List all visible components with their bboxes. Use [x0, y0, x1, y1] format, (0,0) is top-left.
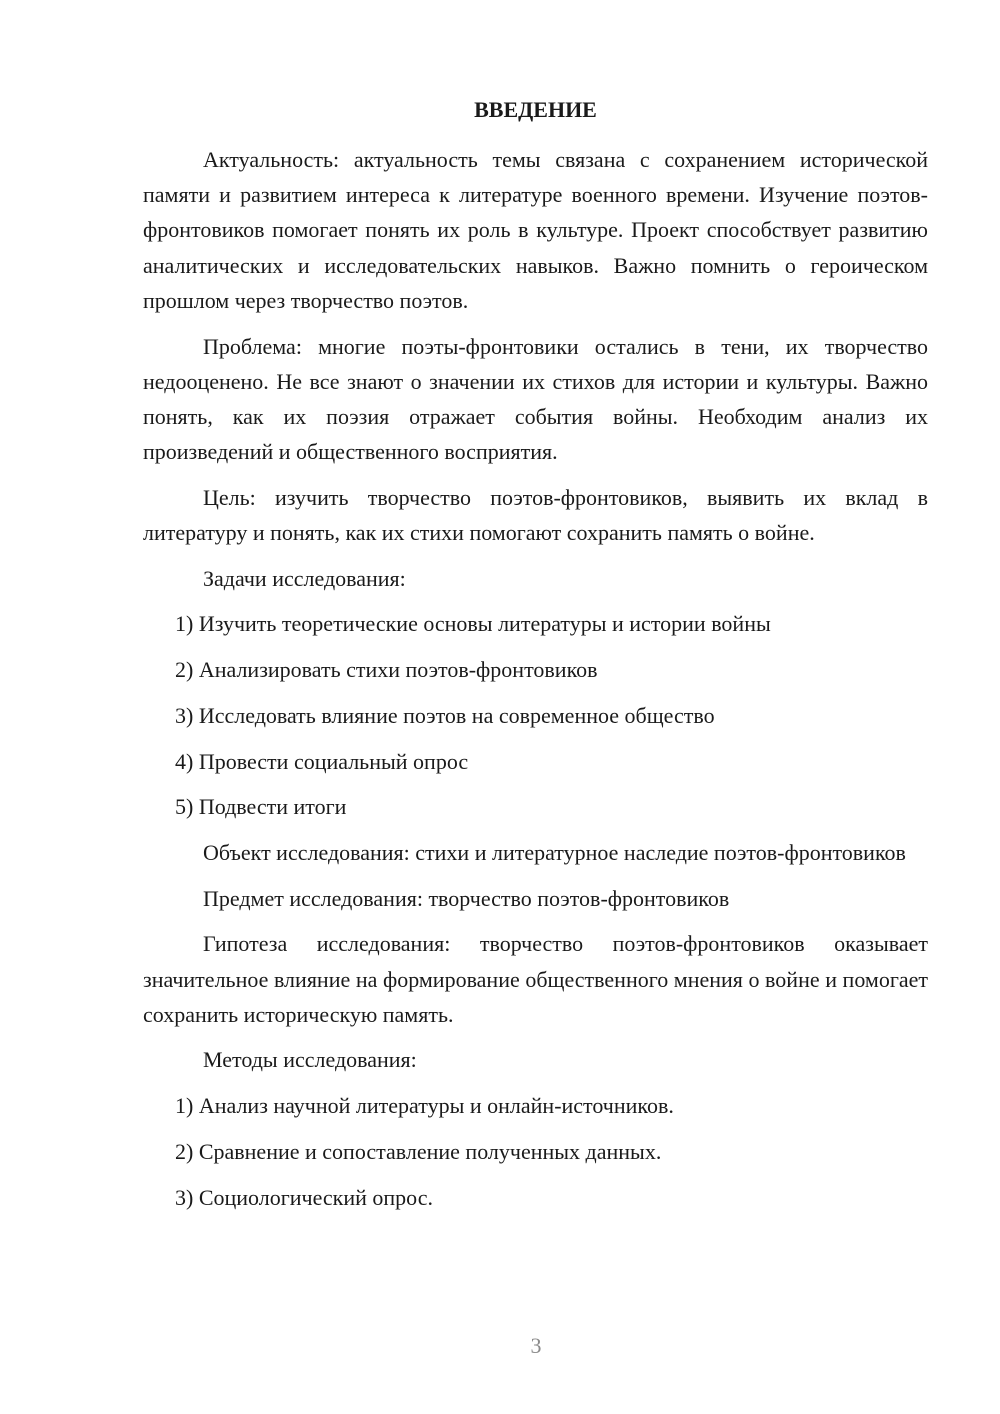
method-item: 2) Сравнение и сопоставление полученных данных.: [175, 1138, 662, 1164]
task-item: 2) Анализировать стихи поэтов-фронтовиков: [175, 657, 598, 683]
goal-paragraph: Цель: изучить творчество поэтов-фронтовиков, выявить их вклад в литературу и понять, как их стихи помогают сохранить память о войне.: [143, 484, 928, 546]
method-item: 3) Социологический опрос.: [175, 1184, 433, 1210]
method-item: 1) Анализ научной литературы и онлайн-источников.: [175, 1093, 674, 1119]
tasks-heading: Задачи исследования:: [203, 565, 406, 591]
task-item: 3) Исследовать влияние поэтов на современное общество: [175, 702, 715, 728]
task-item: 4) Провести социальный опрос: [175, 748, 469, 774]
section-title: ВВЕДЕНИЕ: [474, 97, 597, 122]
relevance-paragraph: Актуальность: актуальность темы связана с сохранением исторической памяти и развитием интереса к литературе военного времени. Изучение поэтов-фронтовиков помогает понять их роль в культуре. Проект способствует развитию аналитических и исследовательских навыков. Важно помнить о героическом прошлом через творчество поэтов.: [143, 147, 928, 313]
object-paragraph: Объект исследования: стихи и литературное наследие поэтов-фронтовиков: [203, 839, 906, 865]
task-item: 5) Подвести итоги: [175, 794, 347, 820]
subject-paragraph: Предмет исследования: творчество поэтов-фронтовиков: [203, 885, 730, 911]
task-item: 1) Изучить теоретические основы литературы и истории войны: [175, 611, 771, 637]
methods-heading: Методы исследования:: [203, 1047, 417, 1073]
hypothesis-paragraph: Гипотеза исследования: творчество поэтов-фронтовиков оказывает значительное влияние на формирование общественного мнения о войне и помогает сохранить историческую память.: [143, 931, 928, 1027]
page-number: 3: [530, 1333, 542, 1358]
problem-paragraph: Проблема: многие поэты-фронтовики остались в тени, их творчество недооценено. Не все знают о значении их стихов для истории и культуры. Важно понять, как их поэзия отражает события войны. Необходим анализ их произведений и общественного восприятия.: [143, 333, 928, 465]
page-content: [143, 92, 928, 1225]
